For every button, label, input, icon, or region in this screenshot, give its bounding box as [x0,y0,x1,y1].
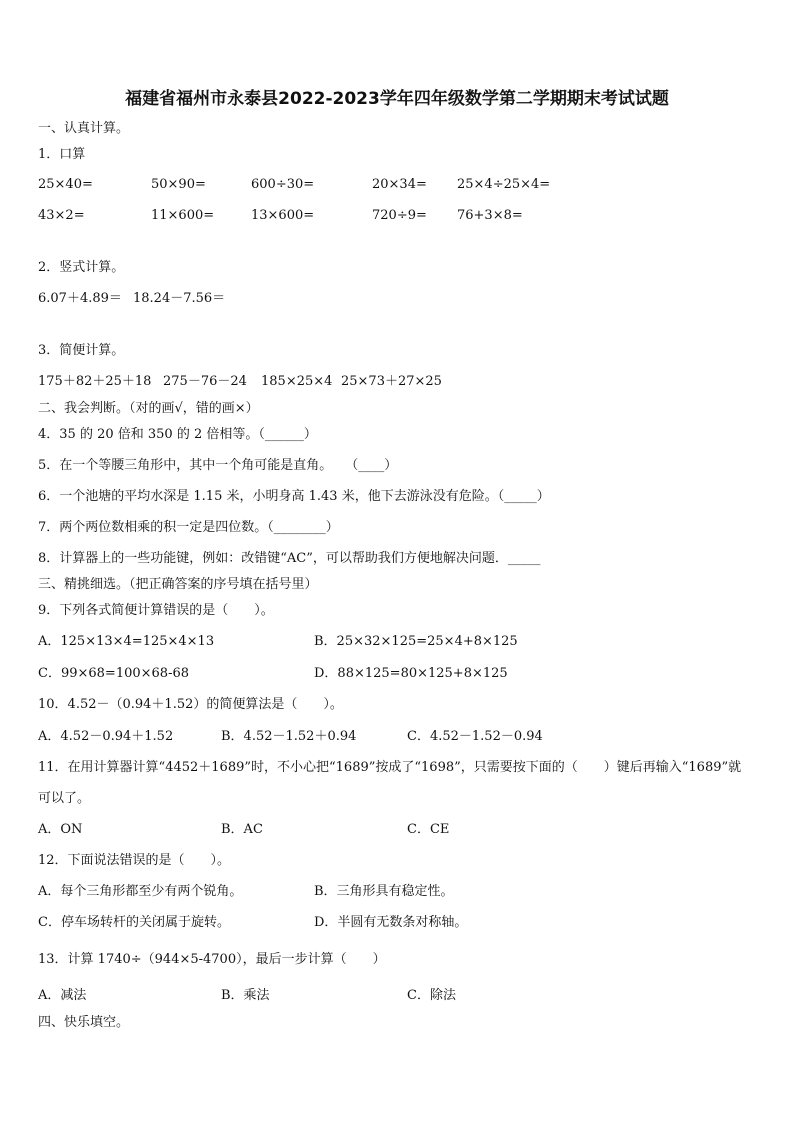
oral-calc-item: 25×40= [38,177,93,192]
option-a: A．减法 [38,988,87,1003]
option-d: D．88×125=80×125+8×125 [314,666,508,681]
oral-calc-item: 76+3×8= [457,208,523,223]
option-c: C．除法 [407,988,456,1003]
option-a: A．125×13×4=125×4×13 [38,634,215,649]
question-8: 8．计算器上的一些功能键，例如：改错键“AC”，可以帮助我们方便地解决问题．_____ [38,551,541,566]
simplified-calc-item: 275－76－24 [163,374,247,389]
oral-calc-item: 600÷30= [251,177,315,192]
option-a: A．每个三角形都至少有两个锐角。 [38,884,243,899]
oral-calc-item: 20×34= [372,177,427,192]
oral-calc-item: 720÷9= [372,208,427,223]
simplified-calc-item: 185×25×4 [261,374,333,389]
option-b: B．AC [221,822,263,837]
oral-calc-item: 50×90= [151,177,206,192]
option-b: B．25×32×125=25×4+8×125 [314,634,518,649]
option-c: C．停车场转杆的关闭属于旋转。 [38,915,230,930]
option-b: B．4.52－1.52＋0.94 [221,729,357,744]
question-6: 6．一个池塘的平均水深是 1.15 米，小明身高 1.43 米，他下去游泳没有危险。（_____） [38,489,550,504]
option-c: C．4.52－1.52－0.94 [407,729,543,744]
page-title: 福建省福州市永泰县2022-2023学年四年级数学第二学期期末考试试题 [125,89,669,109]
simplified-calc-item: 25×73＋27×25 [341,374,442,389]
question-9-stem: 9．下列各式简便计算错误的是（ ）。 [38,603,274,618]
question-10-stem: 10．4.52－（0.94＋1.52）的简便算法是（ ）。 [38,697,343,712]
question-3-label: 3．简便计算。 [38,343,125,358]
question-1-label: 1．口算 [38,147,86,162]
question-4: 4．35 的 20 倍和 350 的 2 倍相等。（______） [38,427,317,442]
option-d: D．半圆有无数条对称轴。 [314,915,468,930]
section-heading-2: 二、我会判断。（对的画√，错的画×） [38,401,259,416]
simplified-calc-item: 175＋82＋25＋18 [38,374,152,389]
section-heading-4: 四、快乐填空。 [38,1015,130,1030]
vertical-calc-item: 18.24－7.56＝ [133,291,226,306]
oral-calc-item: 13×600= [251,208,315,223]
option-b: B．乘法 [221,988,270,1003]
option-b: B．三角形具有稳定性。 [314,884,454,899]
oral-calc-item: 43×2= [38,208,85,223]
oral-calc-item: 25×4÷25×4= [457,177,551,192]
vertical-calc-item: 6.07＋4.89＝ [38,291,122,306]
question-2-label: 2．竖式计算。 [38,260,125,275]
question-7: 7．两个两位数相乘的积一定是四位数。（________） [38,520,339,535]
question-11-stem-continued: 可以了。 [38,791,91,806]
oral-calc-item: 11×600= [151,208,215,223]
option-c: C．CE [407,822,450,837]
option-a: A．4.52－0.94＋1.52 [38,729,174,744]
question-11-stem: 11．在用计算器计算“4452＋1689”时，不小心把“1689”按成了“1698”，只需要按下面的（ ）键后再输入“1689”就 [38,760,742,775]
question-13-stem: 13．计算 1740÷（944×5-4700），最后一步计算（ ） [38,952,386,967]
option-a: A．ON [38,822,83,837]
question-12-stem: 12．下面说法错误的是（ ）。 [38,853,231,868]
question-5: 5．在一个等腰三角形中，其中一个角可能是直角。 （____） [38,458,398,473]
option-c: C．99×68=100×68-68 [38,666,189,681]
section-heading-3: 三、精挑细选。（把正确答案的序号填在括号里） [38,577,318,592]
section-heading-1: 一、认真计算。 [38,121,130,136]
